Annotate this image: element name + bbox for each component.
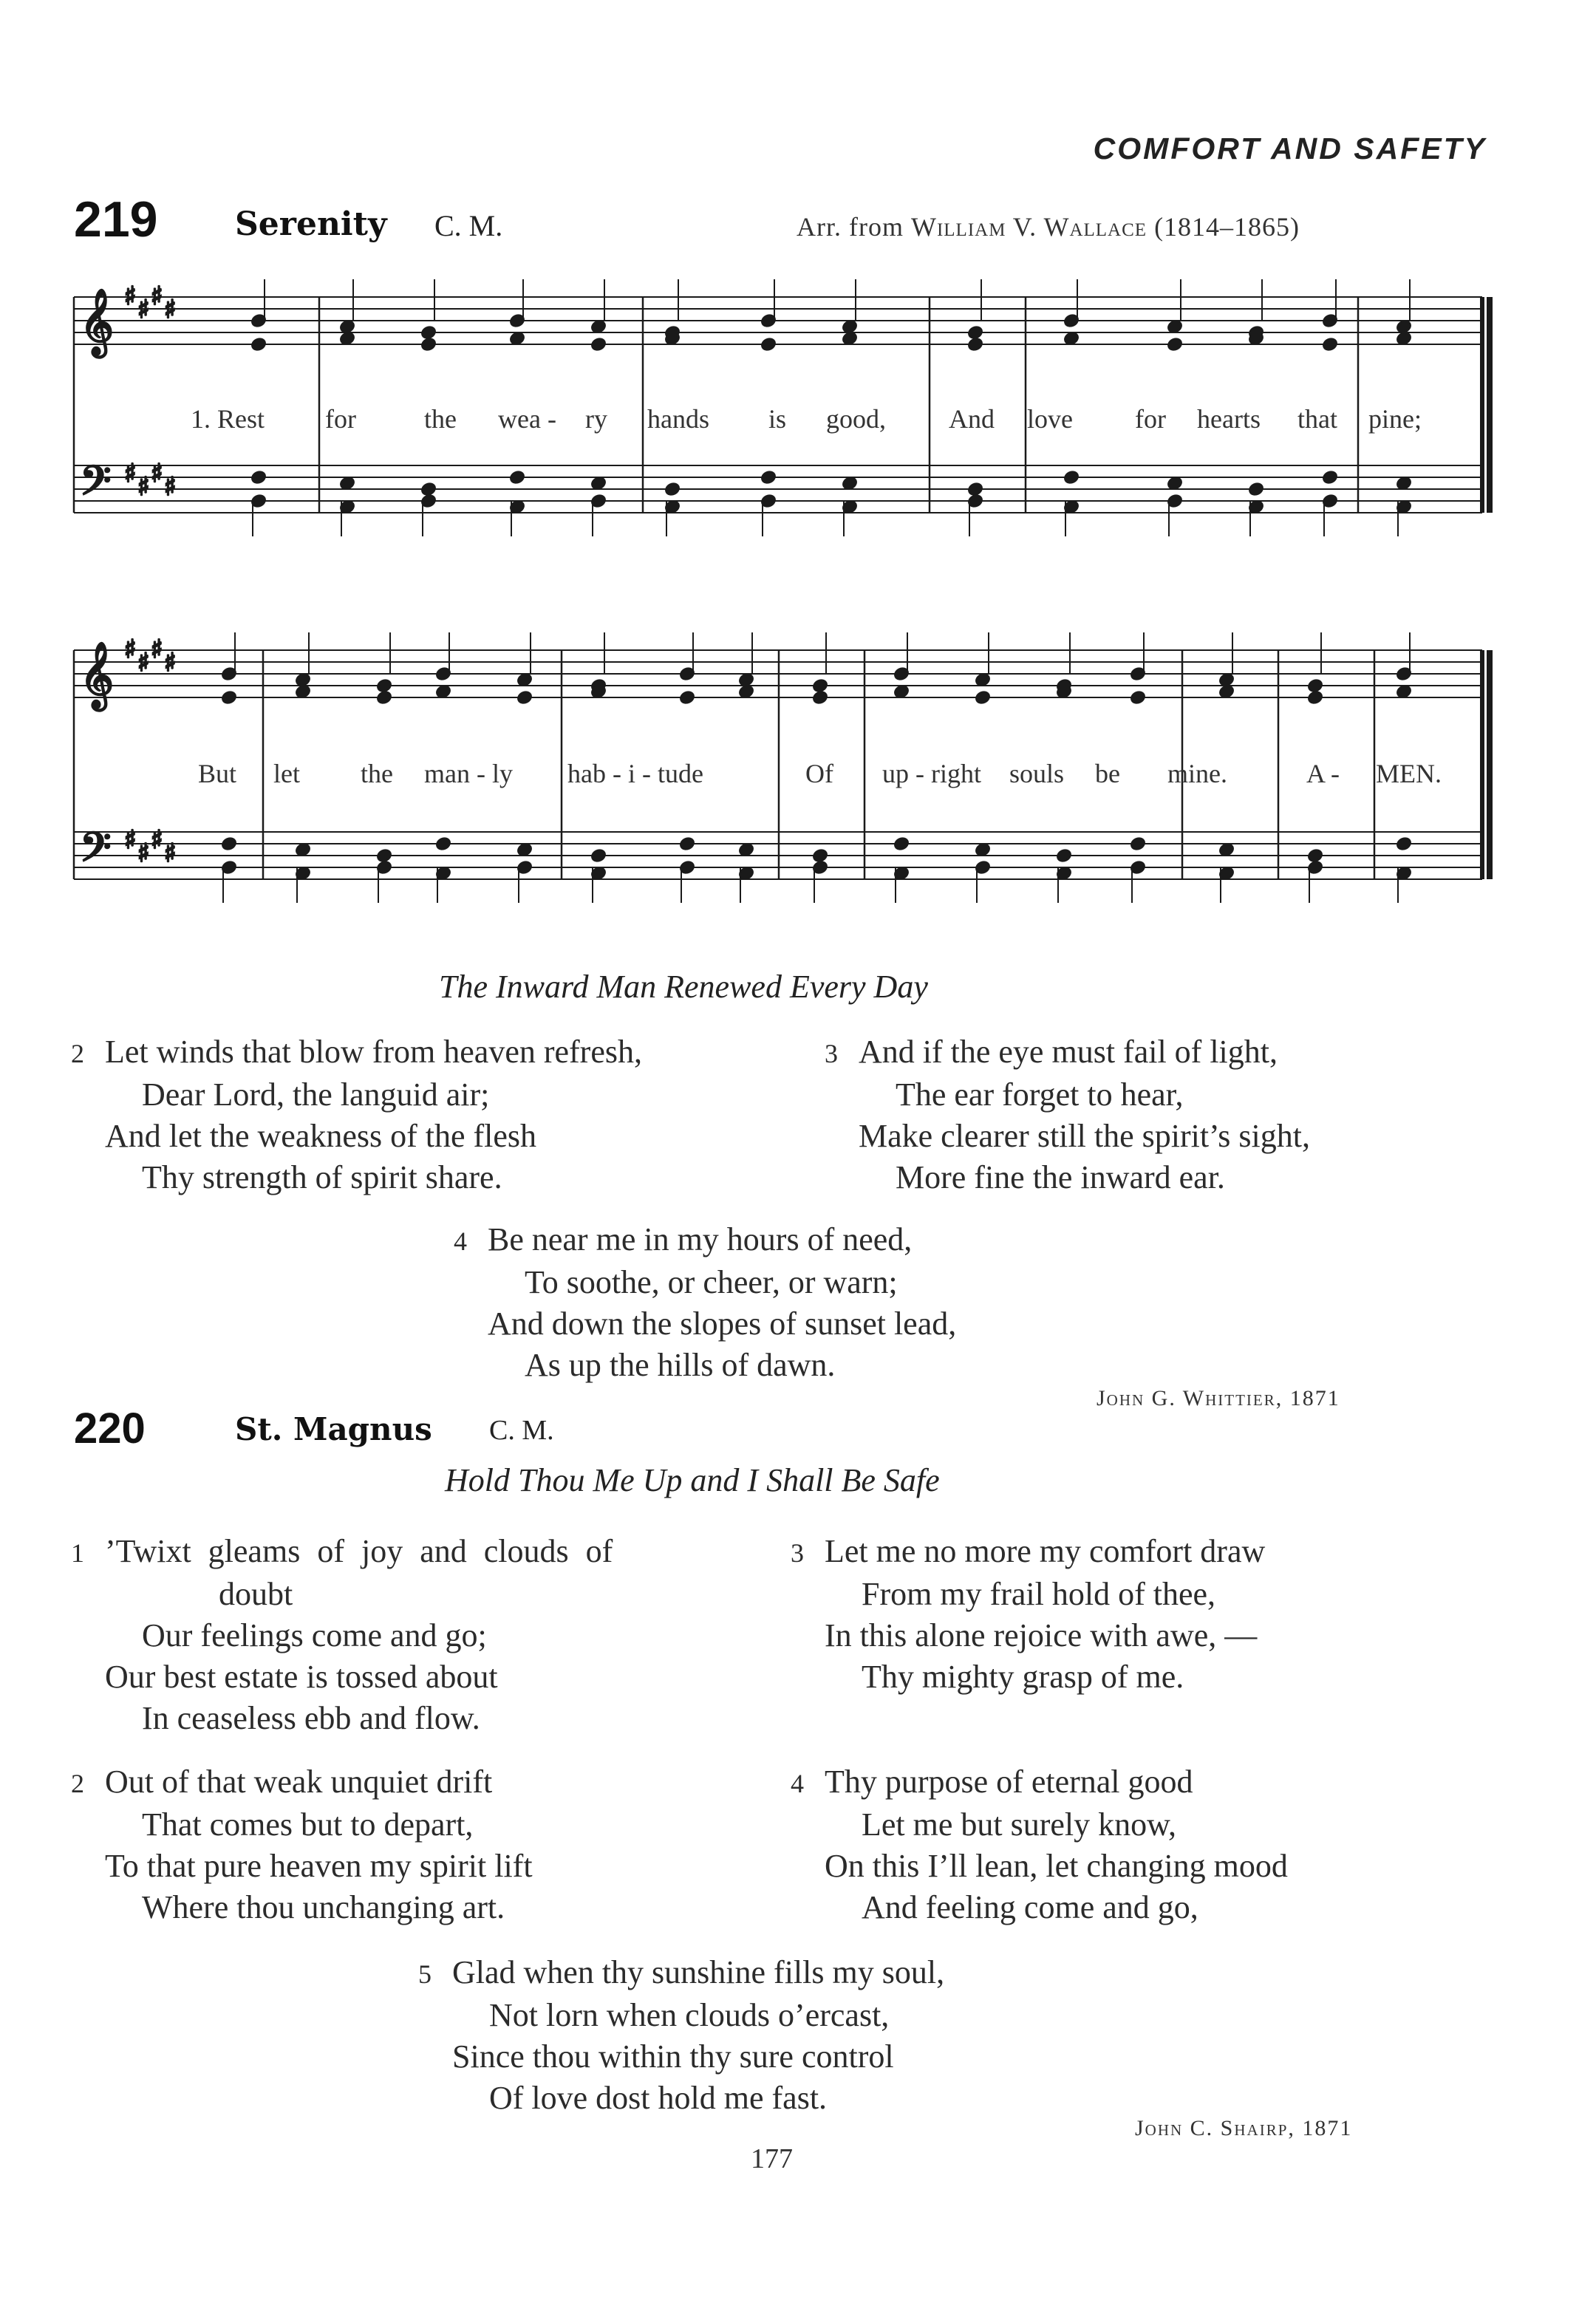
note-head [376,690,392,705]
verse-3 [825,1031,1310,1198]
verse-line: From my frail hold of thee, [862,1576,1216,1612]
arranger-prefix: Arr. from [797,212,904,242]
verse-line: Let winds that blow from heaven refresh, [105,1034,642,1070]
verse-line: Dear Lord, the languid air; [142,1076,490,1113]
verse-line: To that pure heaven my spirit lift [105,1848,533,1884]
verse-line: Not lorn when clouds o’ercast, [489,1997,890,2033]
page-number: 177 [751,2143,793,2174]
verse-line: Let me no more my comfort draw [825,1533,1266,1569]
tune-name: Serenity [235,205,387,243]
lyric-syllable: 1. Rest [191,404,265,434]
verse-line: Where thou unchanging art. [142,1889,505,1925]
verse-2 [71,1031,642,1198]
note-head [1056,848,1072,863]
note-head [221,690,237,705]
sharp-icon: ♯ [137,648,150,678]
verse-line: Thy strength of spirit share. [142,1159,502,1195]
note-head [221,836,237,851]
note-head [664,482,681,496]
verse-4 [791,1761,1288,1928]
sharp-icon: ♯ [124,825,137,855]
meter: C. M. [434,209,503,242]
bass-clef-icon: 𝄢 [80,457,112,514]
verse-number: 5 [418,1959,432,1989]
note-head [1167,337,1183,352]
verse-line: As up the hills of dawn. [525,1347,836,1383]
lyric-syllable: hands [647,404,709,434]
note-head [1307,678,1323,693]
verse-line: And feeling come and go, [862,1889,1198,1925]
verse-number: 4 [454,1226,467,1256]
sharp-icon: ♯ [124,459,137,488]
bass-clef-icon: 𝄢 [80,824,112,881]
lyric-syllable: hab - i - tude [567,759,703,788]
note-head [812,678,828,693]
verse-line: In ceaseless ebb and flow. [142,1700,480,1736]
verse-line: On this I’ll lean, let changing mood [825,1848,1288,1884]
verse-line: That comes but to depart, [142,1806,474,1843]
lyric-syllable: wea - [498,404,556,434]
verse-line: Since thou within thy sure control [452,2038,894,2075]
hymn-subtitle: Hold Thou Me Up and I Shall Be Safe [445,1462,940,1498]
verse-line: ’Twixt gleams of joy and clouds of [105,1533,613,1569]
note-head [812,690,828,705]
note-head [1307,690,1323,705]
lyric-syllable: let [273,759,300,788]
note-head [376,848,392,863]
lyric-syllable: up - right [882,759,981,788]
lyric-syllable: good, [826,404,886,434]
note-head [250,470,267,485]
verse-number: 1 [71,1538,84,1568]
verse-1 [71,1531,613,1739]
note-head [509,470,525,485]
lyric-syllable: is [768,404,787,434]
lyric-syllable: man - ly [424,759,513,788]
note-head [1322,337,1338,352]
meter: C. M. [489,1415,554,1446]
lyric-syllable: But [198,759,237,788]
sharp-icon: ♯ [164,295,177,324]
verse-line: Of love dost hold me fast. [489,2080,828,2116]
note-head [975,690,991,705]
note-head [376,678,392,693]
verse-number: 4 [791,1769,804,1798]
note-head [1130,690,1146,705]
lyric-syllable: And [949,404,995,434]
lyric-syllable: the [424,404,457,434]
lyric-syllable: for [1135,404,1166,434]
lyric-syllable: mine. [1167,759,1227,788]
music-score [0,0,1596,960]
note-head [516,690,533,705]
note-head [590,337,607,352]
note-head [420,482,437,496]
treble-clef-icon: 𝄞 [80,289,115,355]
verse-2 [71,1761,533,1928]
verse-line: Let me but surely know, [862,1806,1177,1843]
sharp-icon: ♯ [151,825,163,855]
verse-line: Our best estate is tossed about [105,1659,498,1695]
lyric-syllable: that [1297,404,1337,434]
note-head [1307,848,1323,863]
sharp-icon: ♯ [151,635,163,664]
sharp-icon: ♯ [124,281,137,311]
lyric-syllable: be [1095,759,1120,788]
lyric-syllable: love [1027,404,1073,434]
arranger-dates: (1814–1865) [1154,212,1300,242]
note-head [760,337,777,352]
note-head [760,470,777,485]
author-credit: John C. Shairp, 1871 [1135,2116,1353,2140]
lyric-syllable: A - [1306,759,1340,788]
note-head [1130,836,1146,851]
sharp-icon: ♯ [151,459,163,488]
note-head [1248,482,1264,496]
lyric-syllable: pine; [1368,404,1422,434]
verse-line: doubt [219,1576,293,1612]
note-head [1063,470,1080,485]
sharp-icon: ♯ [137,472,150,502]
note-head [967,482,983,496]
note-head [590,848,607,863]
verse-line: Thy mighty grasp of me. [862,1659,1184,1695]
note-head [967,337,983,352]
verse-5 [418,1952,944,2119]
sharp-icon: ♯ [164,839,177,868]
verse-line: Our feelings come and go; [142,1617,487,1653]
author-credit: John G. Whittier, 1871 [1097,1386,1340,1410]
lyric-syllable: souls [1009,759,1065,788]
verse-number: 3 [791,1538,804,1568]
lyric-syllable: MEN. [1376,759,1442,788]
note-head [679,836,695,851]
lyric-syllable: for [325,404,356,434]
note-head [435,836,451,851]
note-head [1322,470,1338,485]
verse-line: The ear forget to hear, [896,1076,1184,1113]
note-head [1396,836,1412,851]
verse-line: And let the weakness of the flesh [105,1118,537,1154]
lyric-syllable: Of [805,759,833,788]
verse-4 [454,1219,956,1386]
note-head [967,325,983,340]
verse-line: And if the eye must fail of light, [859,1034,1278,1070]
arranger-name: William V. Wallace [910,212,1147,242]
sharp-icon: ♯ [137,295,150,324]
verse-number: 2 [71,1769,84,1798]
note-head [679,690,695,705]
verse-line: Make clearer still the spirit’s sight, [859,1118,1310,1154]
note-head [250,337,267,352]
hymn-subtitle: The Inward Man Renewed Every Day [439,969,928,1005]
verse-line: More fine the inward ear. [896,1159,1225,1195]
note-head [893,836,910,851]
note-head [420,325,437,340]
hymn-number: 220 [74,1405,146,1453]
lyric-syllable: the [361,759,393,788]
lyric-syllable: hearts [1197,404,1261,434]
verse-3 [791,1531,1265,1698]
lyric-syllable: ry [585,404,607,434]
tune-name: St. Magnus [235,1411,432,1447]
hymn-number: 219 [74,191,158,248]
verse-line: Out of that weak unquiet drift [105,1764,493,1800]
verse-number: 3 [825,1039,838,1068]
verse-line: In this alone rejoice with awe, — [825,1617,1258,1653]
verse-line: And down the slopes of sunset lead, [488,1305,957,1342]
note-head [812,848,828,863]
sharp-icon: ♯ [151,281,163,311]
sharp-icon: ♯ [164,648,177,678]
section-title: COMFORT AND SAFETY [1093,132,1487,165]
verse-line: Be near me in my hours of need, [488,1221,913,1257]
sharp-icon: ♯ [137,839,150,868]
verse-number: 2 [71,1039,84,1068]
treble-clef-icon: 𝄞 [80,642,115,709]
sharp-icon: ♯ [124,635,137,664]
note-head [420,337,437,352]
verse-line: Thy purpose of eternal good [825,1764,1193,1800]
verse-line: To soothe, or cheer, or warn; [525,1264,898,1300]
verse-line: Glad when thy sunshine fills my soul, [452,1954,945,1990]
sharp-icon: ♯ [164,472,177,502]
